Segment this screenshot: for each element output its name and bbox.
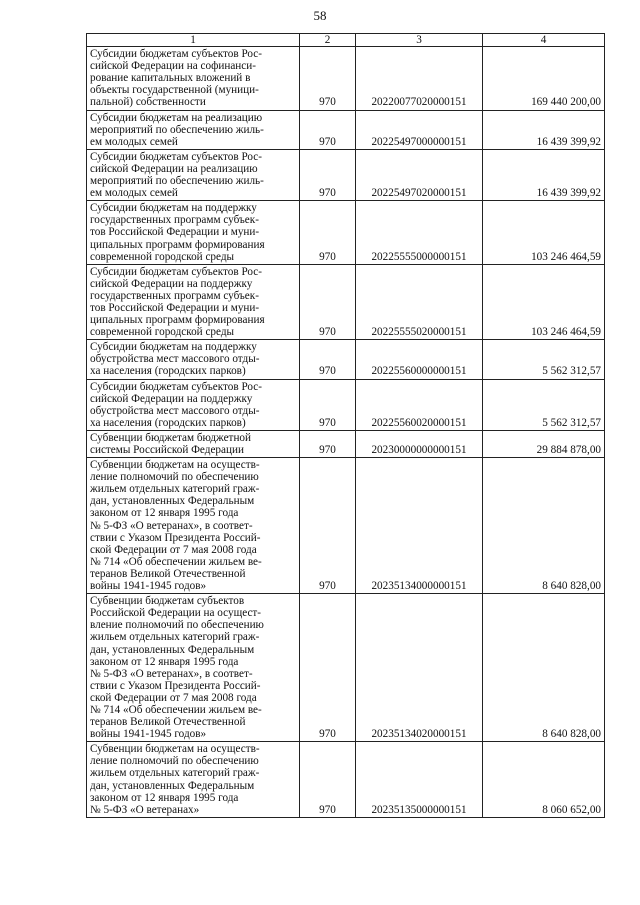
row-admin-code: 970 xyxy=(300,201,356,264)
table-row xyxy=(87,594,605,742)
row-admin-code: 970 xyxy=(300,742,356,818)
column-header: 1 xyxy=(87,34,300,47)
row-budget-code: 20225555020000151 xyxy=(356,264,483,340)
budget-revenue-table xyxy=(86,33,605,818)
table-row xyxy=(87,430,605,457)
table-row xyxy=(87,47,605,110)
row-admin-code: 970 xyxy=(300,430,356,457)
column-header: 4 xyxy=(483,34,605,47)
row-budget-code: 20225560000000151 xyxy=(356,340,483,379)
row-description: Субсидии бюджетам субъектов Рос- сийской Федерации на софинанси- рование капитальных вложений в объекты государственной (муници- пальной) собственности xyxy=(87,47,300,110)
table-row xyxy=(87,742,605,818)
table-row xyxy=(87,379,605,430)
table-row xyxy=(87,458,605,594)
row-amount: 8 060 652,00 xyxy=(483,742,605,818)
row-description: Субсидии бюджетам субъектов Рос- сийской Федерации на поддержку обустройства мест массового отды- ха населения (городских парков) xyxy=(87,379,300,430)
row-description: Субвенции бюджетам на осуществ- ление полномочий по обеспечению жильем отдельных категорий граж- дан, установленных Федеральным законом от 12 января 1995 года № 5-ФЗ «О ветеранах», в соответ- ствии с Указом Президента Россий- ской Федерации от 7 мая 2008 года № 714 «Об обеспечении жильем ве- теранов Великой Отечественной войны 1941-1945 годов» xyxy=(87,458,300,594)
row-amount: 29 884 878,00 xyxy=(483,430,605,457)
row-budget-code: 20235134020000151 xyxy=(356,594,483,742)
row-budget-code: 20230000000000151 xyxy=(356,430,483,457)
row-description: Субсидии бюджетам на поддержку государственных программ субъек- тов Российской Федерации и муни- ципальных программ формирования современной городской среды xyxy=(87,201,300,264)
row-budget-code: 20225555000000151 xyxy=(356,201,483,264)
table-row xyxy=(87,110,605,149)
table-row xyxy=(87,264,605,340)
row-amount: 5 562 312,57 xyxy=(483,379,605,430)
row-amount: 103 246 464,59 xyxy=(483,201,605,264)
row-budget-code: 20225560020000151 xyxy=(356,379,483,430)
row-amount: 8 640 828,00 xyxy=(483,594,605,742)
row-budget-code: 20235134000000151 xyxy=(356,458,483,594)
table-row xyxy=(87,340,605,379)
column-header: 3 xyxy=(356,34,483,47)
row-budget-code: 20225497020000151 xyxy=(356,149,483,200)
row-admin-code: 970 xyxy=(300,110,356,149)
row-budget-code: 20225497000000151 xyxy=(356,110,483,149)
row-admin-code: 970 xyxy=(300,594,356,742)
row-amount: 169 440 200,00 xyxy=(483,47,605,110)
row-description: Субсидии бюджетам субъектов Рос- сийской Федерации на поддержку государственных программ субъек- тов Российской Федерации и муни- ципальных программ формирования современной городской среды xyxy=(87,264,300,340)
row-admin-code: 970 xyxy=(300,47,356,110)
column-header: 2 xyxy=(300,34,356,47)
table-row xyxy=(87,149,605,200)
row-admin-code: 970 xyxy=(300,149,356,200)
row-admin-code: 970 xyxy=(300,340,356,379)
row-description: Субвенции бюджетам на осуществ- ление полномочий по обеспечению жильем отдельных категорий граж- дан, установленных Федеральным законом от 12 января 1995 года № 5-ФЗ «О ветеранах» xyxy=(87,742,300,818)
row-description: Субсидии бюджетам субъектов Рос- сийской Федерации на реализацию мероприятий по обеспечению жиль- ем молодых семей xyxy=(87,149,300,200)
row-description: Субсидии бюджетам на поддержку обустройства мест массового отды- ха населения (городских парков) xyxy=(87,340,300,379)
row-amount: 103 246 464,59 xyxy=(483,264,605,340)
row-description: Субвенции бюджетам субъектов Российской Федерации на осущест- вление полномочий по обеспечению жильем отдельных категорий граж- дан, установленных Федеральным законом от 12 января 1995 года № 5-ФЗ «О ветеранах», в соответ- ствии с Указом Президента Россий- ской Федерации от 7 мая 2008 года № 714 «Об обеспечении жильем ве- теранов Великой Отечественной войны 1941-1945 годов» xyxy=(87,594,300,742)
page-number: 58 xyxy=(313,8,327,23)
table-header-row xyxy=(87,34,605,47)
row-admin-code: 970 xyxy=(300,379,356,430)
row-budget-code: 20235135000000151 xyxy=(356,742,483,818)
row-description: Субсидии бюджетам на реализацию мероприятий по обеспечению жиль- ем молодых семей xyxy=(87,110,300,149)
row-admin-code: 970 xyxy=(300,458,356,594)
row-amount: 5 562 312,57 xyxy=(483,340,605,379)
row-amount: 16 439 399,92 xyxy=(483,110,605,149)
row-budget-code: 20220077020000151 xyxy=(356,47,483,110)
row-amount: 16 439 399,92 xyxy=(483,149,605,200)
row-amount: 8 640 828,00 xyxy=(483,458,605,594)
row-description: Субвенции бюджетам бюджетной системы Российской Федерации xyxy=(87,430,300,457)
table-row xyxy=(87,201,605,264)
row-admin-code: 970 xyxy=(300,264,356,340)
